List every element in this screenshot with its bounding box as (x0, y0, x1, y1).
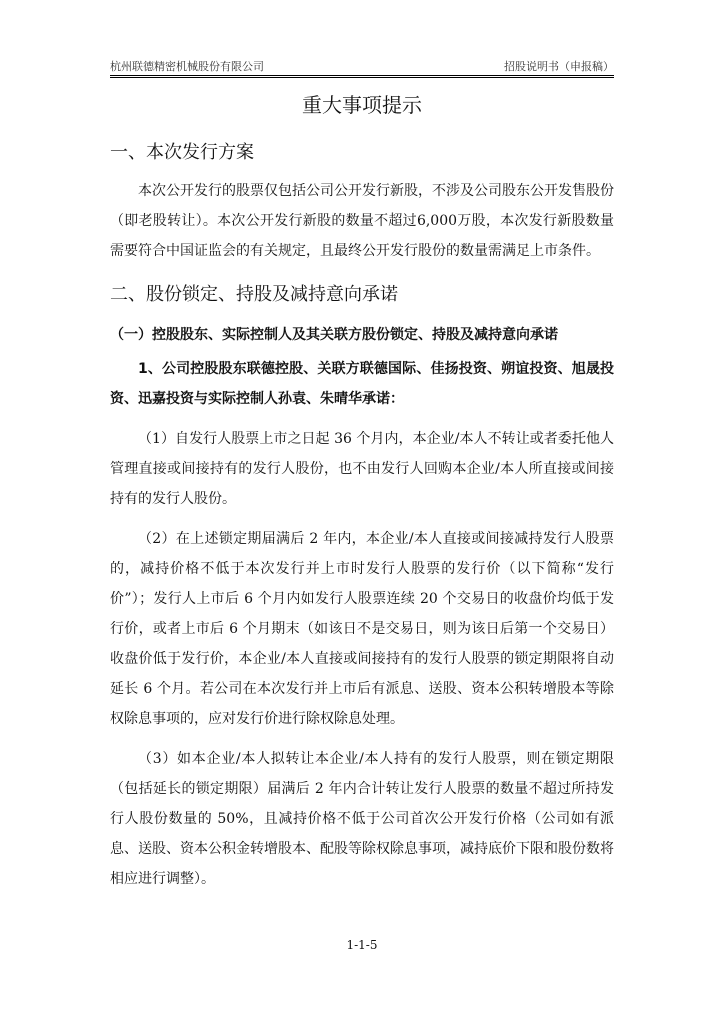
section-heading-share-lock: 二、股份锁定、持股及减持意向承诺 (110, 284, 398, 305)
header-rule-double (110, 77, 614, 78)
header-rule (110, 75, 614, 76)
page-title: 重大事项提示 (302, 93, 422, 117)
paragraph-offering-plan: 本次公开发行的股票仅包括公司公开发行新股，不涉及公司股东公开发售股份（即老股转让）。本次公开发行新股的数量不超过6,000万股，本次发行新股数量需要符合中国证监会的有关规定，且最终公开发行股份的数量需满足上市条件。 (110, 183, 614, 259)
header-company: 杭州联德精密机械股份有限公司 (110, 60, 264, 73)
section-heading-offering-plan: 一、本次发行方案 (110, 142, 254, 163)
document-body (110, 136, 614, 894)
paragraph-commitment-1: （1）自发行人股票上市之日起 36 个月内，本企业/本人不转让或者委托他人管理直接或间接持有的发行人股份，也不由发行人回购本企业/本人所直接或间接持有的发行人股份。 (110, 431, 614, 507)
header-doc-type: 招股说明书（申报稿） (504, 60, 614, 73)
page-number: 1-1-5 (346, 938, 378, 952)
subsection-heading-controlling-shareholders: （一）控股股东、实际控制人及其关联方股份锁定、持股及减持意向承诺 (110, 327, 558, 343)
paragraph-commitment-lead: 1、公司控股股东联德控股、关联方联德国际、佳扬投资、朔谊投资、旭晟投资、迅嘉投资与实际控制人孙袁、朱晴华承诺： (110, 361, 614, 407)
page-header (110, 58, 614, 74)
paragraph-commitment-2: （2）在上述锁定期届满后 2 年内，本企业/本人直接或间接减持发行人股票的，减持价格不低于本次发行并上市时发行人股票的发行价（以下简称“发行价”）；发行人上市后 6 个月内如发行人股票连续 20 个交易日的收盘价均低于发行价，或者上市后 6 个月期末（如该日不是交易日，则为该日后第一个交易日）收盘价低于发行价，本企业/本人直接或间接持有的发行人股票的锁定期限将自动延长 6 个月。若公司在本次发行并上市后有派息、送股、资本公积转增股本等除权除息事项的，应对发行价进行除权除息处理。 (110, 531, 614, 727)
paragraph-commitment-3: （3）如本企业/本人拟转让本企业/本人持有的发行人股票，则在锁定期限（包括延长的锁定期限）届满后 2 年内合计转让发行人股票的数量不超过所持发行人股份数量的 50%，且减持价格不低于公司首次公开发行价格（公司如有派息、送股、资本公积金转增股本、配股等除权除息事项，减持底价下限和股份数将相应进行调整）。 (110, 751, 614, 887)
